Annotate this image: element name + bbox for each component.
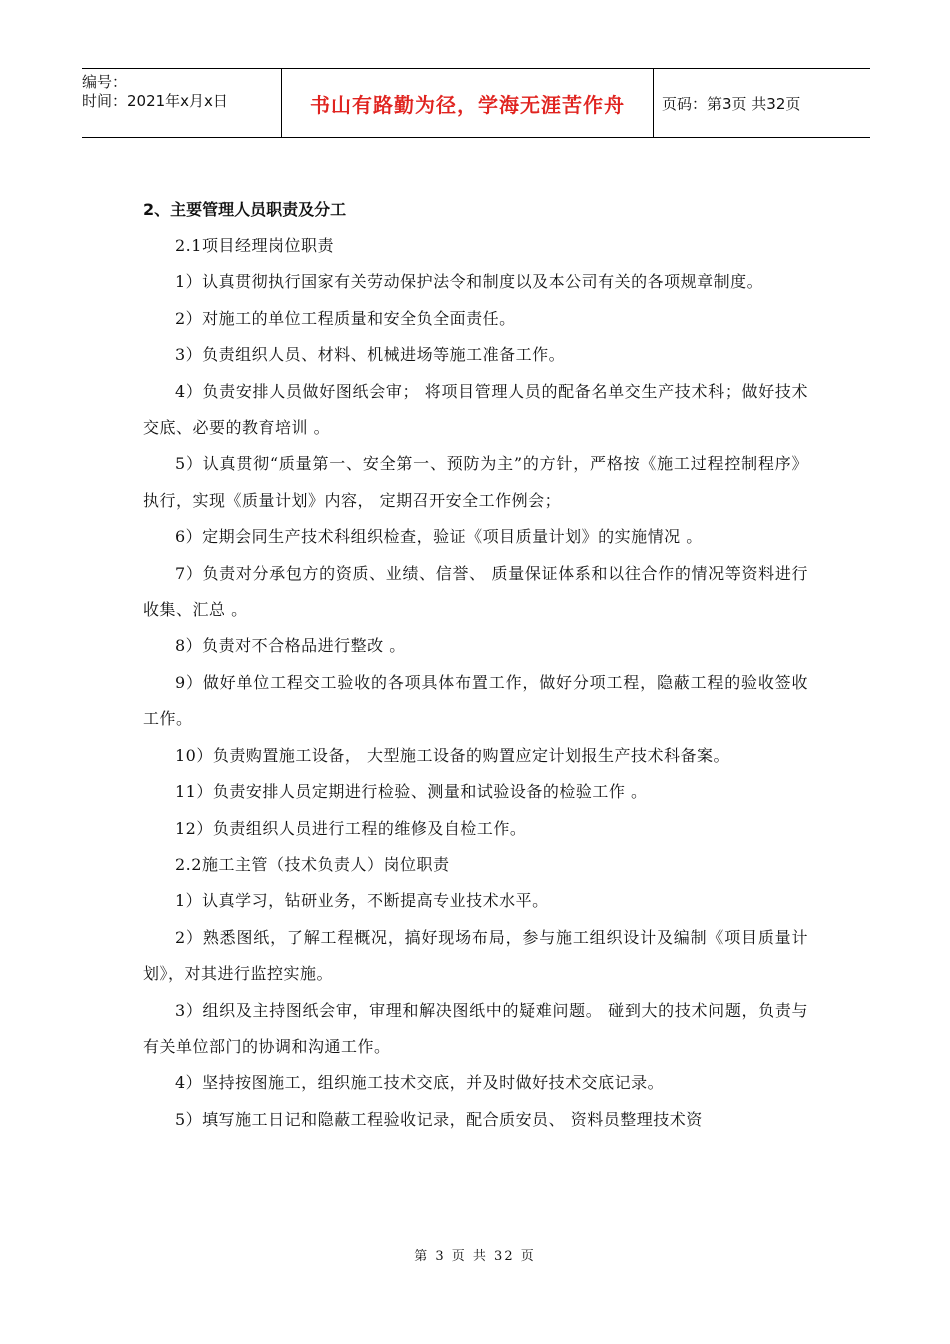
paragraph: 7）负责对分承包方的资质、业绩、信誉、 质量保证体系和以往合作的情况等资料进行收集、汇总 。 bbox=[143, 563, 808, 620]
paragraph: 9）做好单位工程交工验收的各项具体布置工作，做好分项工程，隐蔽工程的验收签收工作。 bbox=[143, 672, 808, 729]
document-body bbox=[143, 192, 808, 1138]
page-footer: 第 3 页 共 32 页 bbox=[414, 1249, 536, 1264]
paragraph: 5）认真贯彻“质量第一、安全第一、预防为主”的方针，严格按《施工过程控制程序》执行，实现《质量计划》内容， 定期召开安全工作例会； bbox=[143, 454, 808, 510]
paragraph: 2.2施工主管（技术负责人）岗位职责 bbox=[175, 854, 450, 874]
paragraph: 1）认真学习，钻研业务，不断提高专业技术水平。 bbox=[175, 891, 549, 911]
page-header bbox=[82, 68, 870, 138]
paragraph: 1）认真贯彻执行国家有关劳动保护法令和制度以及本公司有关的各项规章制度。 bbox=[175, 272, 764, 292]
time-label: 时间：2021年x月x日 bbox=[82, 92, 228, 110]
paragraph: 3）负责组织人员、材料、机械进场等施工准备工作。 bbox=[175, 345, 566, 365]
paragraph: 4）坚持按图施工，组织施工技术交底，并及时做好技术交底记录。 bbox=[175, 1073, 665, 1093]
paragraph: 2.1项目经理岗位职责 bbox=[175, 236, 334, 255]
paragraph: 4）负责安排人员做好图纸会审； 将项目管理人员的配备名单交生产技术科；做好技术交底、必要的教育培训 。 bbox=[143, 381, 808, 438]
header-meta bbox=[82, 69, 282, 137]
paragraph: 11）负责安排人员定期进行检验、测量和试验设备的检验工作 。 bbox=[175, 782, 648, 802]
paragraph: 8）负责对不合格品进行整改 。 bbox=[175, 636, 406, 656]
paragraph: 2）熟悉图纸，了解工程概况，搞好现场布局，参与施工组织设计及编制《项目质量计划》，对其进行监控实施。 bbox=[143, 927, 808, 984]
paragraph: 5）填写施工日记和隐蔽工程验收记录，配合质安员、 资料员整理技术资 bbox=[175, 1109, 703, 1129]
section-title: 2、主要管理人员职责及分工 bbox=[143, 200, 347, 219]
number-label: 编号： bbox=[82, 73, 128, 91]
paragraph: 3）组织及主持图纸会审，审理和解决图纸中的疑难问题。 碰到大的技术问题，负责与有关单位部门的协调和沟通工作。 bbox=[143, 1000, 808, 1056]
header-motto: 书山有路勤为径，学海无涯苦作舟 bbox=[282, 69, 654, 137]
paragraph: 12）负责组织人员进行工程的维修及自检工作。 bbox=[175, 818, 527, 838]
header-page-info: 页码：第3页 共32页 bbox=[662, 94, 801, 113]
paragraph: 6）定期会同生产技术科组织检查，验证《项目质量计划》的实施情况 。 bbox=[175, 527, 703, 547]
paragraph: 10）负责购置施工设备， 大型施工设备的购置应定计划报生产技术科备案。 bbox=[175, 745, 730, 765]
paragraph: 2）对施工的单位工程质量和安全负全面责任。 bbox=[175, 308, 516, 328]
